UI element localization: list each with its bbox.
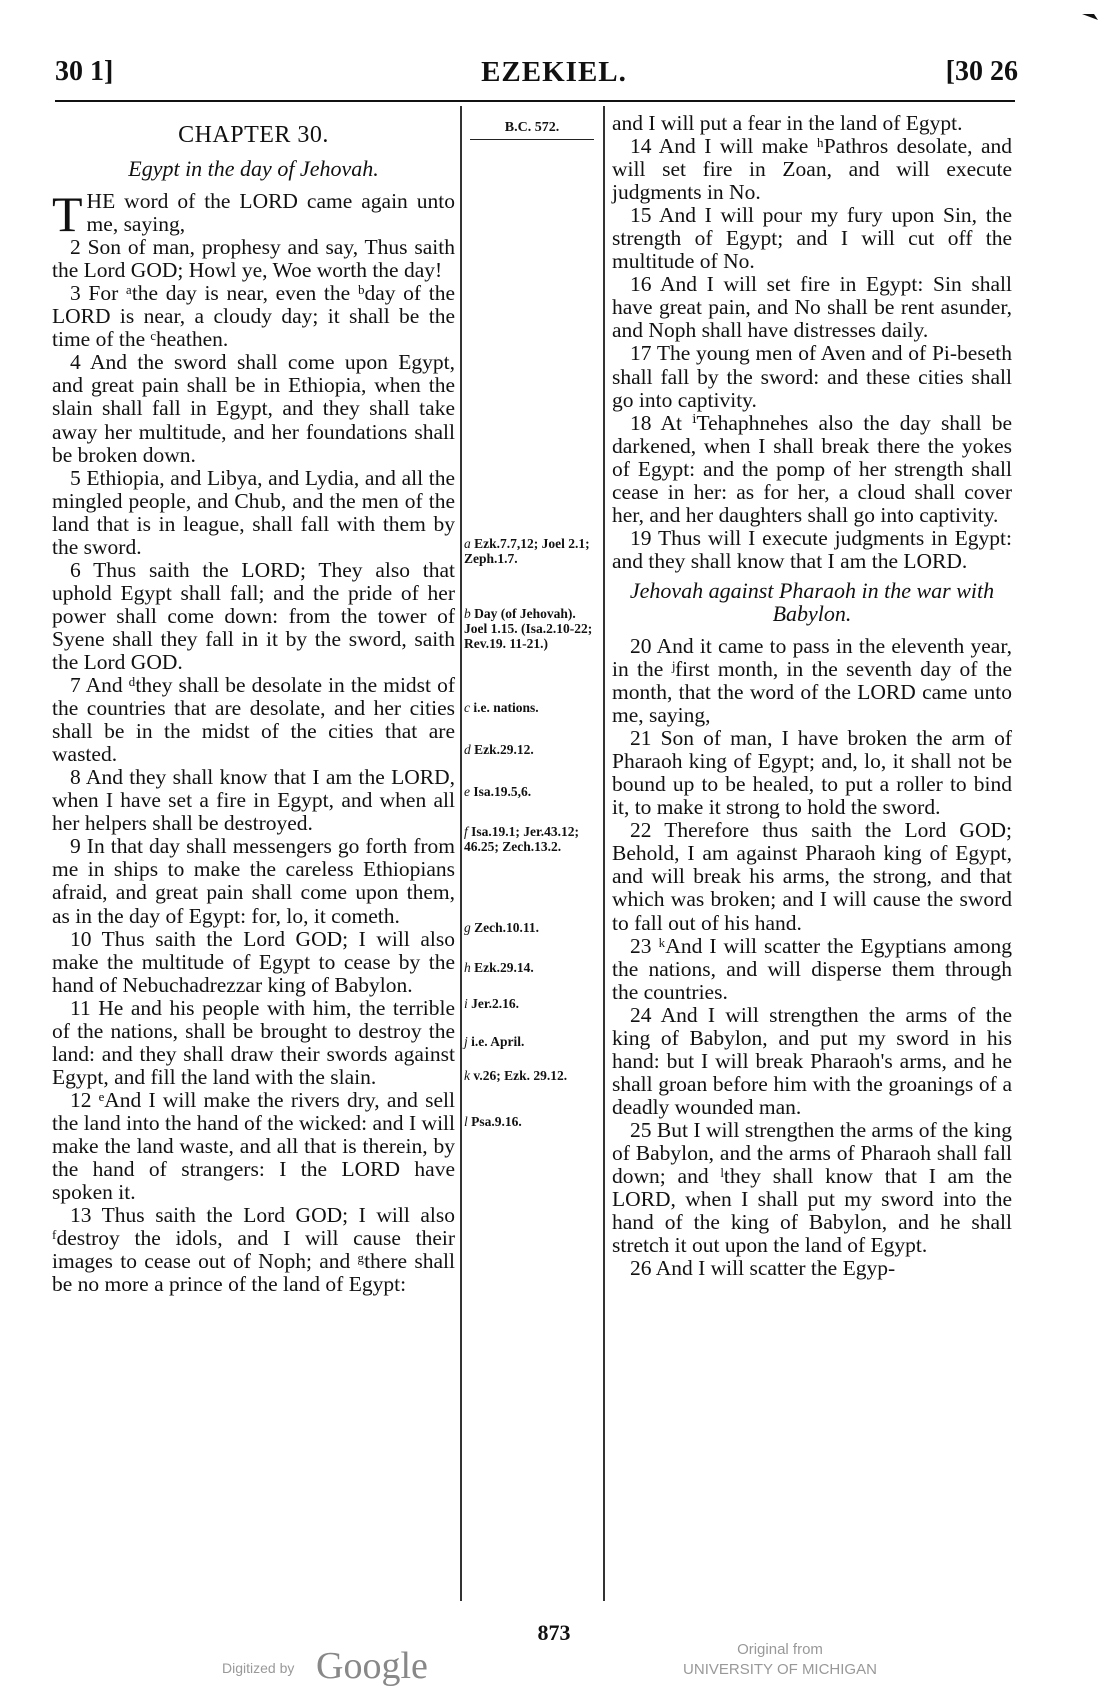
margin-references (464, 112, 600, 1129)
chapter-heading: CHAPTER 30. (178, 122, 329, 148)
section-heading-2: Jehovah against Pharaoh in the war with Babylon. (629, 577, 995, 626)
column-divider-right (603, 106, 605, 1601)
section-heading: Egypt in the day of Jehovah. (128, 156, 379, 182)
text-column-left (52, 112, 455, 1296)
margin-ref: l Psa.9.16. (464, 1114, 522, 1129)
verse-6: 6 Thus saith the LORD; They also that uphold Egypt shall fall; and the pride of her power shall come down: from the tower of Syene shall they fall in it by the sword, saith the Lord GOD. (52, 557, 455, 674)
verse-24: 24 And I will strengthen the arms of the king of Babylon, and put my sword in his hand: but I will break Pharaoh's arms, and he shall groan before him with the groanings of a deadly wounded man. (612, 1002, 1012, 1119)
text-column-right (612, 112, 1012, 1280)
source-attribution: Original from UNIVERSITY OF MICHIGAN (683, 1641, 877, 1678)
verse-16: 16 And I will set fire in Egypt: Sin shall have great pain, and No shall be rent asunder, and Noph shall have distresses daily. (612, 272, 1012, 343)
verse-8: 8 And they shall know that I am the LORD, when I have set a fire in Egypt, and when all her helpers shall be destroyed. (52, 765, 455, 836)
verse-18: 18 At ⁱTehaphnehes also the day shall be darkened, when I shall break there the yokes of Egypt: and the pomp of her strength shall cease in her: as for her, a cloud shall cover her, and her daughters shall go into captivity. (612, 410, 1012, 527)
verse-20: 20 And it came to pass in the eleventh year, in the ʲfirst month, in the seventh day of the month, that the word of the LORD came unto me, saying, (612, 633, 1012, 728)
running-head-left: 30 1] (55, 56, 114, 87)
verse-14: 14 And I will make ʰPathros desolate, and will set fire in Zoan, and will execute judgments in No. (612, 134, 1012, 205)
margin-ref: g Zech.10.11. (464, 920, 540, 935)
verse-10: 10 Thus saith the Lord GOD; I will also make the multitude of Egypt to cease by the hand of Nebuchadrezzar king of Babylon. (52, 926, 455, 997)
verse-11: 11 He and his people with him, the terrible of the nations, shall be brought to destroy the land: and they shall draw their swords against Egypt, and fill the land with the slain. (52, 995, 455, 1089)
page-number: 873 (537, 1620, 571, 1645)
verse-25: 25 But I will strengthen the arms of the king of Babylon, and the arms of Pharaoh shall fall down; and ˡthey shall know that I am the LORD, when I shall put my sword into the hand of the king of Babylon, and he shall stretch it out upon the land of Egypt. (612, 1117, 1012, 1258)
google-logo: Google (316, 1645, 428, 1687)
book-title: EZEKIEL. (481, 56, 627, 88)
corner-mark-icon (1082, 12, 1098, 22)
verse-22: 22 Therefore thus saith the Lord GOD; Behold, I am against Pharaoh king of Egypt, and will break his arms, the strong, and that which was broken; and I will cause the sword to fall out of his hand. (612, 818, 1012, 935)
verse-5: 5 Ethiopia, and Libya, and Lydia, and all the mingled people, and Chub, and the men of the land that is in league, shall fall with them by the sword. (52, 465, 455, 559)
drop-cap: T (52, 186, 83, 243)
margin-ref: j i.e. April. (464, 1034, 525, 1049)
verse-13: 13 Thus saith the Lord GOD; I will also ᶠdestroy the idols, and I will cause their images to cease out of Noph; and ᵍthere shall be no more a prince of the land of Egypt: (52, 1203, 455, 1297)
margin-ref: h Ezk.29.14. (464, 960, 534, 975)
verse-9: 9 In that day shall messengers go forth from me in ships to make the careless Ethiopians afraid, and great pain shall come upon them, as in the day of Egypt: for, lo, it cometh. (52, 834, 455, 928)
verse-26: 26 And I will scatter the Egyp- (630, 1256, 896, 1281)
verse-19: 19 Thus will I execute judgments in Egypt: and they shall know that I am the LORD. (612, 525, 1012, 573)
header-rule (55, 100, 1015, 102)
verse-15: 15 And I will pour my fury upon Sin, the strength of Egypt; and I will cut off the multitude of No. (612, 203, 1012, 274)
verse-23: 23 ᵏAnd I will scatter the Egyptians among the nations, and will disperse them through the countries. (612, 933, 1012, 1004)
verse-17: 17 The young men of Aven and of Pi-beseth shall fall by the sword: and these cities shall go into captivity. (612, 341, 1012, 412)
margin-ref: k v.26; Ezk. 29.12. (464, 1068, 568, 1083)
verse-2: 2 Son of man, prophesy and say, Thus saith the Lord GOD; Howl ye, Woe worth the day! (52, 235, 455, 283)
date-label: B.C. 572. (470, 112, 594, 140)
margin-ref: d Ezk.29.12. (464, 742, 534, 757)
verse-3: 3 For ᵃthe day is near, even the ᵇday of the LORD is near, a cloudy day; it shall be the time of the ᶜheathen. (52, 281, 455, 352)
margin-ref: f Isa.19.1; Jer.43.12; 46.25; Zech.13.2. (464, 824, 580, 854)
verse-1: THE word of the LORD came again unto me, saying, (52, 186, 455, 243)
verse-13-cont: and I will put a fear in the land of Egypt. (612, 111, 963, 135)
column-divider-left (460, 106, 462, 1601)
verse-4: 4 And the sword shall come upon Egypt, and great pain shall be in Ethiopia, when the slain shall fall in Egypt, and they shall take away her multitude, and her foundations shall be broken down. (52, 350, 455, 467)
digitized-label: Digitized by (222, 1660, 295, 1676)
verse-12: 12 ᵉAnd I will make the rivers dry, and sell the land into the hand of the wicked: and I will make the land waste, and all that is therein, by the hand of strangers: I the LORD have spoken it. (52, 1087, 455, 1205)
margin-ref: a Ezk.7.7,12; Joel 2.1; Zeph.1.7. (464, 536, 590, 566)
margin-ref: c i.e. nations. (464, 700, 539, 715)
verse-21: 21 Son of man, I have broken the arm of Pharaoh king of Egypt; and, lo, it shall not be bound up to be healed, to put a roller to bind it, to make it strong to hold the sword. (612, 726, 1012, 820)
running-head-right: [30 26 (945, 56, 1018, 87)
margin-ref: i Jer.2.16. (464, 996, 520, 1011)
margin-ref: e Isa.19.5,6. (464, 784, 532, 799)
margin-ref: b Day (of Jehovah). Joel 1.15. (Isa.2.10-22; Rev.19. 11-21.) (464, 606, 593, 651)
verse-7: 7 And ᵈthey shall be desolate in the midst of the countries that are desolate, and her cities shall be in the midst of the cities that are wasted. (52, 673, 455, 767)
